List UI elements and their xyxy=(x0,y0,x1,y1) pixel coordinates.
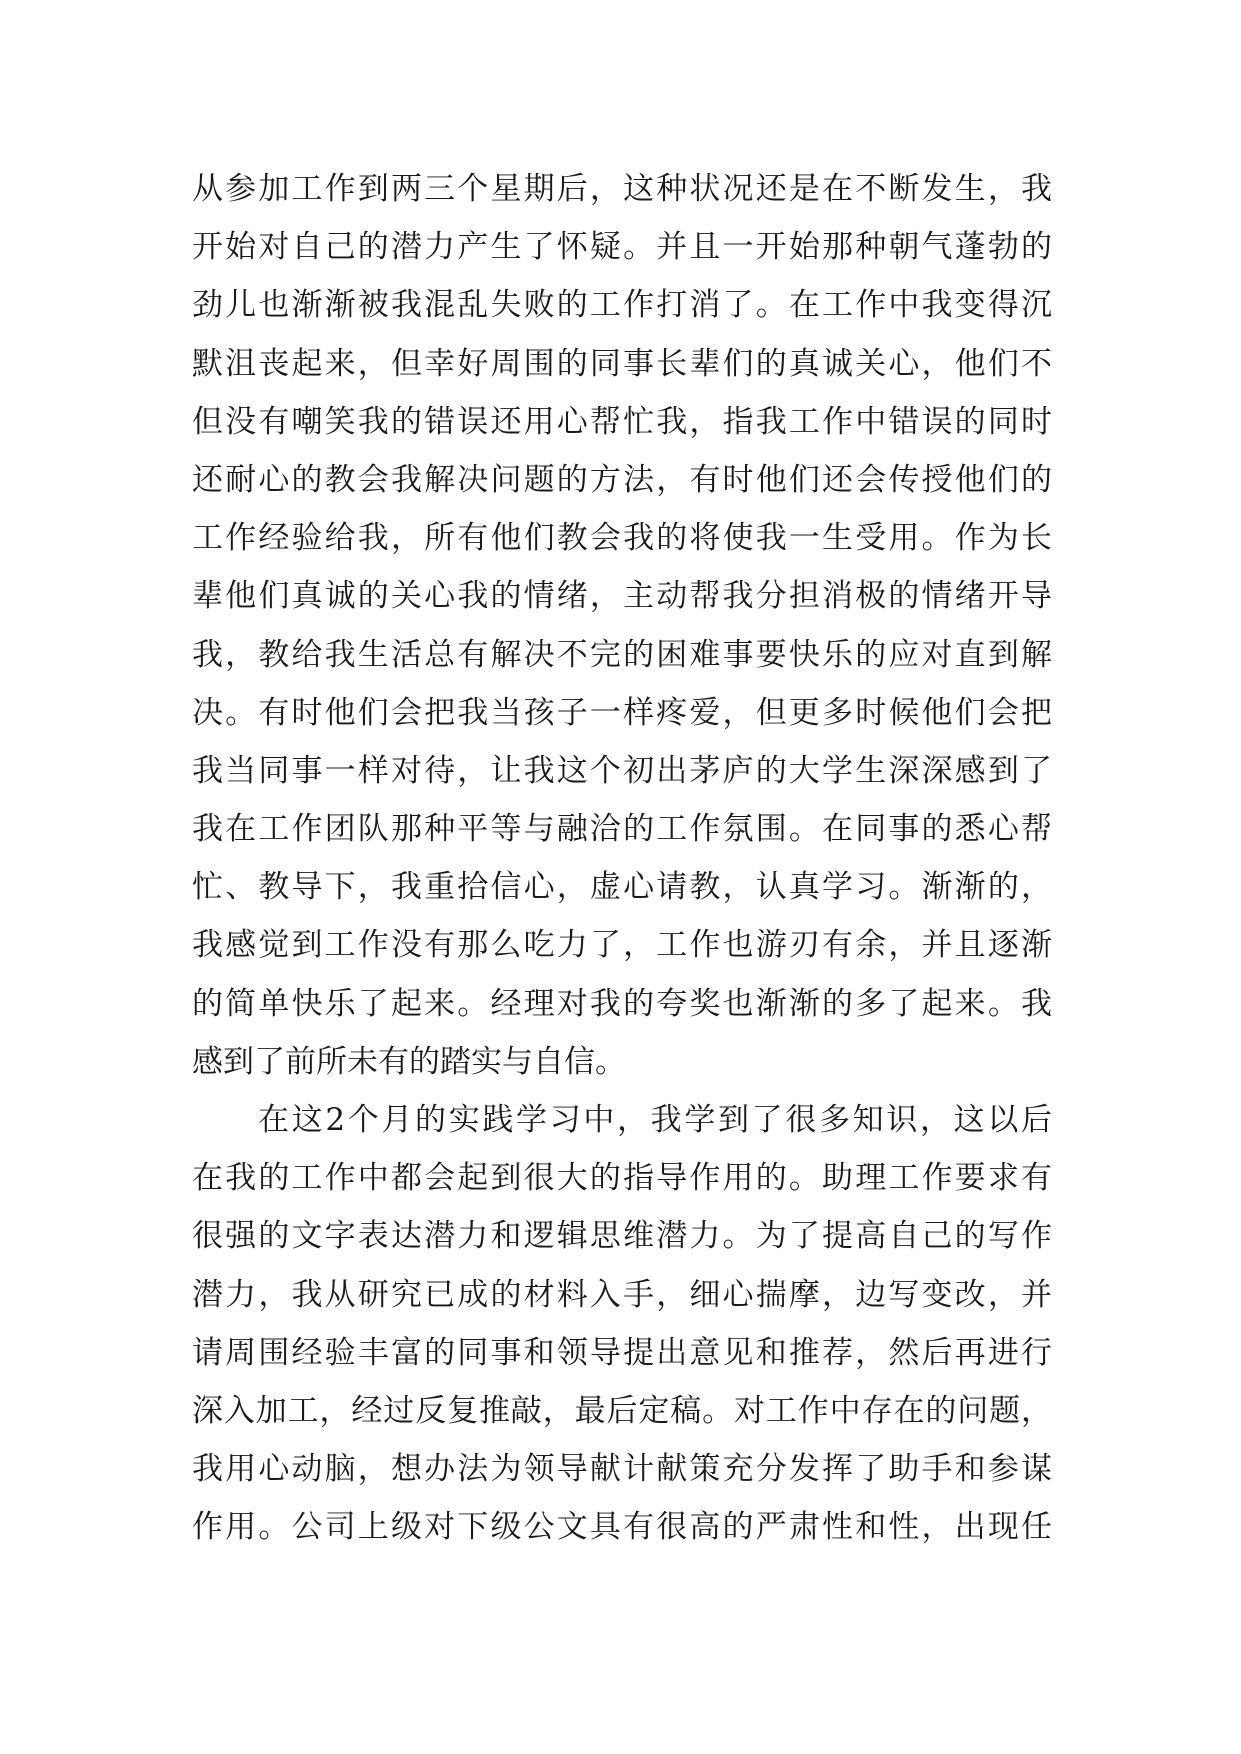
paragraph-1-line: 决。有时他们会把我当孩子一样疼爱，但更多时候他们会把 xyxy=(192,694,1052,731)
paragraph-1-line: 我在工作团队那种平等与融洽的工作氛围。在同事的悉心帮 xyxy=(192,811,1052,848)
paragraph-1-line: 默沮丧起来，但幸好周围的同事长辈们的真诚关心，他们不 xyxy=(192,345,1052,382)
body-text xyxy=(192,160,1052,1557)
paragraph-1-line: 工作经验给我，所有他们教会我的将使我一生受用。作为长 xyxy=(192,520,1052,557)
paragraph-1-line: 我，教给我生活总有解决不完的困难事要快乐的应对直到解 xyxy=(192,636,1052,673)
paragraph-1-line: 我感觉到工作没有那么吃力了，工作也游刃有余，并且逐渐 xyxy=(192,927,1052,964)
paragraph-2-line: 在我的工作中都会起到很大的指导作用的。助理工作要求有 xyxy=(192,1160,1052,1197)
paragraph-1-line: 感到了前所未有的踏实与自信。 xyxy=(192,1043,626,1080)
paragraph-2-line: 请周围经验丰富的同事和领导提出意见和推荐，然后再进行 xyxy=(192,1334,1052,1371)
paragraph-2-line: 我用心动脑，想办法为领导献计献策充分发挥了助手和参谋 xyxy=(192,1451,1052,1488)
paragraph-1-line: 还耐心的教会我解决问题的方法，有时他们还会传授他们的 xyxy=(192,461,1052,498)
paragraph-1-line: 的简单快乐了起来。经理对我的夸奖也渐渐的多了起来。我 xyxy=(192,985,1052,1022)
paragraph-2-line: 在这2个月的实践学习中，我学到了很多知识，这以后 xyxy=(258,1102,1052,1138)
paragraph-2-line: 很强的文字表达潜力和逻辑思维潜力。为了提高自己的写作 xyxy=(192,1218,1052,1255)
paragraph-1-line: 我当同事一样对待，让我这个初出茅庐的大学生深深感到了 xyxy=(192,752,1052,789)
paragraph-1-line: 劲儿也渐渐被我混乱失败的工作打消了。在工作中我变得沉 xyxy=(192,287,1052,324)
paragraph-1-line: 辈他们真诚的关心我的情绪，主动帮我分担消极的情绪开导 xyxy=(192,578,1052,615)
paragraph-2-line: 作用。公司上级对下级公文具有很高的严肃性和性，出现任 xyxy=(192,1509,1052,1546)
paragraph-1-line: 从参加工作到两三个星期后，这种状况还是在不断发生，我 xyxy=(192,171,1052,207)
paragraph-1-line: 忙、教导下，我重拾信心，虚心请教，认真学习。渐渐的， xyxy=(192,869,1052,906)
paragraph-1-line: 开始对自己的潜力产生了怀疑。并且一开始那种朝气蓬勃的 xyxy=(192,229,1052,266)
paragraph-2-line: 深入加工，经过反复推敲，最后定稿。对工作中存在的问题， xyxy=(192,1392,1052,1429)
paragraph-1-line: 但没有嘲笑我的错误还用心帮忙我，指我工作中错误的同时 xyxy=(192,403,1052,440)
paragraph-2-line: 潜力，我从研究已成的材料入手，细心揣摩，边写变改，并 xyxy=(192,1276,1052,1313)
